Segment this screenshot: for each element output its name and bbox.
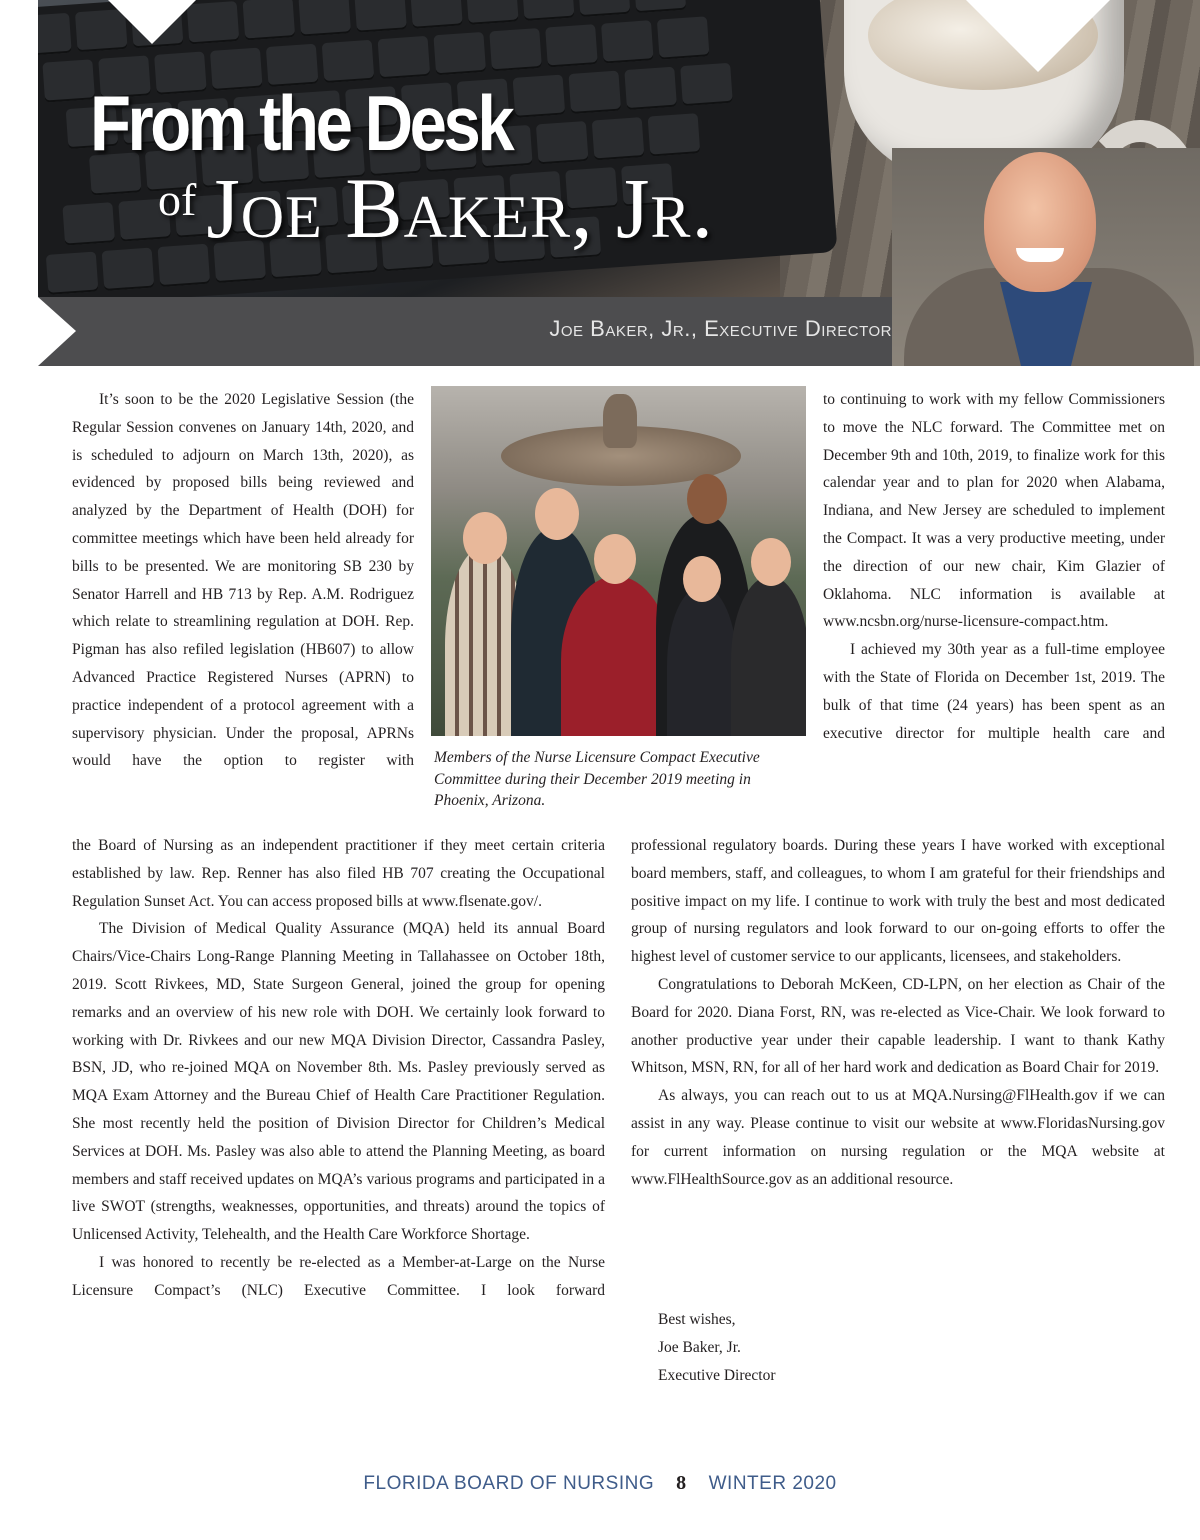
paragraph-nlc-reelection: I was honored to recently be re-elected as a Member-at-Large on the Nurse Licensure Compact’s (NLC) Executive Committee. I look forward bbox=[72, 1253, 605, 1299]
paragraph-legislative-session-cont: the Board of Nursing as an independent practitioner if they meet certain criteria established by law. Rep. Renner has also filed HB 707 creating the Occupational Regulation Sunset Act. You can access proposed bills at www.flsenate.gov/. bbox=[72, 837, 605, 910]
paragraph-30th-year: I achieved my 30th year as a full-time employee with the State of Florida on December 1st, 2019. The bulk of that time (24 years) has been spent as an executive director for multiple health care and bbox=[823, 641, 1165, 742]
paragraph-mqa-meeting: The Division of Medical Quality Assurance (MQA) held its annual Board Chairs/Vice-Chairs Long-Range Planning Meeting in Tallahassee on October 18th, 2019. Scott Rivkees, MD, State Surgeon General, joined the group for opening remarks and an overview of his new role with DOH. We certainly look forward to working with Dr. Rivkees and our new MQA Division Director, Cassandra Pasley, BSN, JD, who re-joined MQA on November 8th. Ms. Pasley previously served as MQA Exam Attorney and the Bureau Chief of Health Care Practitioner Regulation. She most recently held the position of Division Director for Children’s Medical Services at DOH. Ms. Pasley was also able to attend the Planning Meeting, as board members and staff received updates on MQA’s various programs and participated in a live SWOT (strengths, weaknesses, opportunities, and threats) around the topics of Unlicensed Activity, Telehealth, and the Health Care Workforce Shortage. bbox=[72, 920, 605, 1244]
banner-notch-right bbox=[962, 0, 1114, 72]
banner-notch-left bbox=[104, 0, 200, 44]
byline-bar-arrow bbox=[38, 297, 76, 366]
article-column-right-top bbox=[823, 386, 1165, 747]
paragraph-nlc-committee: to continuing to work with my fellow Commissioners to move the NLC forward. The Committee met on December 9th and 10th, 2019, to finalize work for this calendar year and to plan for 2020 when Alabama, Indiana, and New Jersey are scheduled to implement the Compact. It was a very productive meeting, under the direction of our new chair, Kim Glazier of Oklahoma. NLC information is available at www.ncsbn.org/nurse-licensure-compact.htm. bbox=[823, 391, 1165, 631]
page-footer bbox=[0, 1472, 1200, 1495]
page-number: 8 bbox=[676, 1472, 687, 1494]
person-6 bbox=[731, 576, 806, 736]
paragraph-board-election: Congratulations to Deborah McKeen, CD-LPN, on her election as Chair of the Board for 2020. Diana Forst, RN, was re-elected as Vice-Chair. We look forward to another productive year under their capable leadership. I want to thank Kathy Whitson, MSN, RN, for all of her hard work and dedication as Board Chair for 2019. bbox=[631, 975, 1165, 1077]
person-5 bbox=[667, 586, 737, 736]
portrait-face bbox=[984, 152, 1096, 292]
signature-block bbox=[658, 1306, 775, 1389]
paragraph-30th-year-cont: professional regulatory boards. During these years I have worked with exceptional board members, staff, and colleagues, to whom I am grateful for their friendships and positive impact on my life. I continue to work with truly the best and most dedicated group of nursing regulators and look forward to our on-going efforts to offer the highest level of customer service to our applicants, licensees, and stakeholders. bbox=[631, 837, 1165, 966]
byline: Joe Baker, Jr., Executive Director bbox=[549, 316, 892, 341]
header-name: Joe Baker, Jr. bbox=[206, 160, 714, 256]
signature-closing: Best wishes, bbox=[658, 1311, 736, 1328]
paragraph-contact: As always, you can reach out to us at MQA.Nursing@FlHealth.gov if we can assist in any way. Please continue to visit our website at www.FloridasNursing.gov for current information on nursing regulation or the MQA website at www.FlHealthSource.gov as an additional resource. bbox=[631, 1087, 1165, 1188]
footer-publication: FLORIDA BOARD OF NURSING bbox=[363, 1473, 655, 1494]
paragraph-legislative-session: It’s soon to be the 2020 Legislative Session (the Regular Session convenes on January 14th, 2020, and is scheduled to adjourn on March 13th, 2020), as evidenced by proposed bills being reviewed and analyzed by the Department of Health (DOH) for committee meetings which have been held already for bills to be presented. We are monitoring SB 230 by Senator Harrell and HB 713 by Rep. A.M. Rodriguez which relate to streamlining regulation at DOH. Rep. Pigman has also refiled legislation (HB607) to allow Advanced Practice Registered Nurses (APRN) to practice independent of a protocol agreement with a supervisory physician. Under the proposal, APRNs would have the option to register with bbox=[72, 391, 414, 770]
photo-caption: Members of the Nurse Licensure Compact Executive Committee during their December 2019 meeting in Phoenix, Arizona. bbox=[434, 749, 760, 809]
footer-issue: WINTER 2020 bbox=[708, 1473, 837, 1494]
article-column-left-top bbox=[72, 386, 414, 775]
header-title: From the Desk bbox=[90, 79, 512, 167]
author-portrait bbox=[892, 148, 1200, 366]
person-3 bbox=[561, 576, 671, 736]
header-subtitle bbox=[158, 158, 714, 258]
signature-title: Executive Director bbox=[658, 1366, 776, 1384]
article-column-left bbox=[72, 832, 605, 1305]
fountain-finial bbox=[603, 394, 637, 448]
header-of: of bbox=[158, 174, 197, 225]
committee-photo bbox=[431, 386, 806, 736]
signature-name: Joe Baker, Jr. bbox=[658, 1338, 741, 1356]
portrait-smile bbox=[1016, 248, 1064, 262]
article-column-right bbox=[631, 832, 1165, 1193]
